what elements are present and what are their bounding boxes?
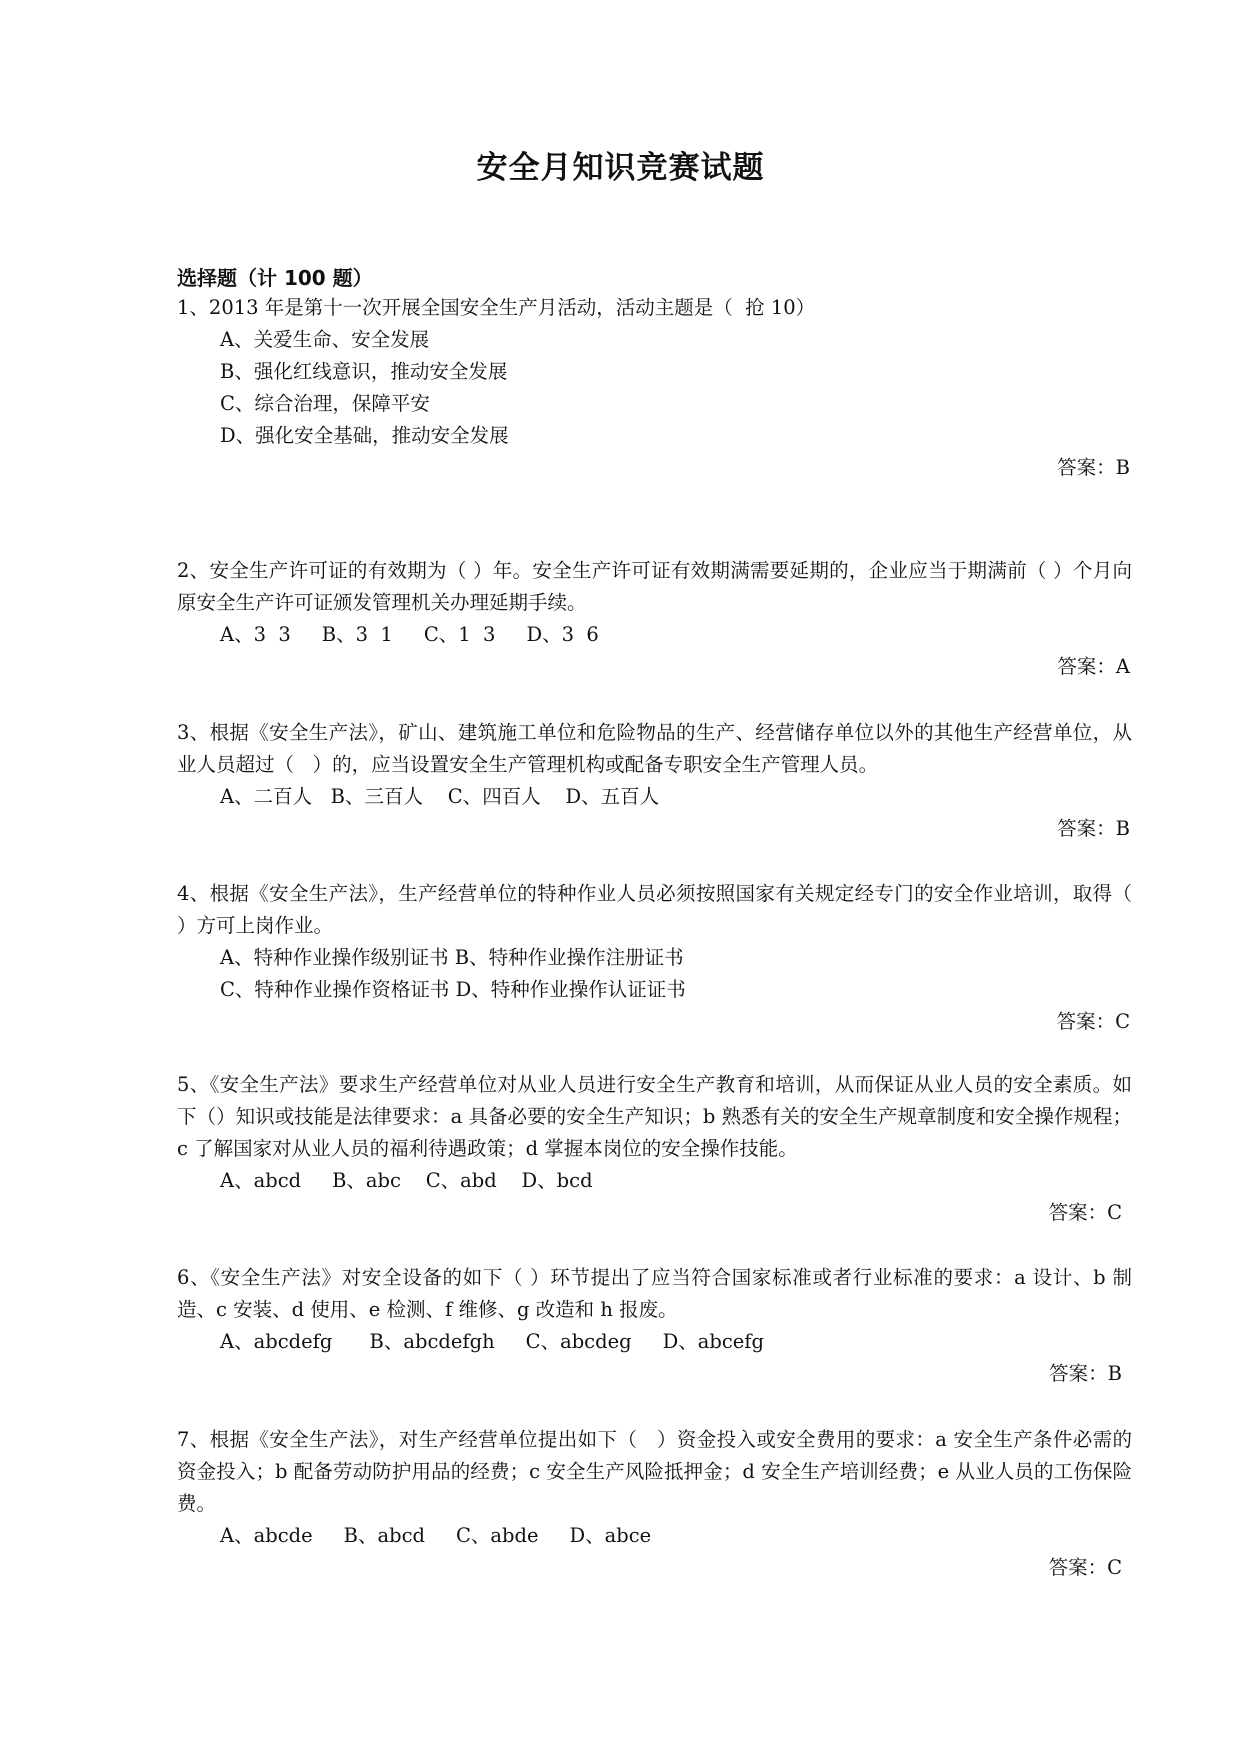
question-3 (177, 717, 1132, 845)
question-stem: 6、《安全生产法》对安全设备的如下（ ）环节提出了应当符合国家标准或者行业标准的要求：a 设计、b 制造、c 安装、d 使用、e 检测、f 维修、g 改造和 h 报废。 (177, 1266, 1132, 1321)
question-stem: 2、安全生产许可证的有效期为（ ）年。安全生产许可证有效期满需要延期的，企业应当于期满前（ ）个月向原安全生产许可证颁发管理机关办理延期手续。 (177, 559, 1132, 614)
question-6 (177, 1262, 1132, 1390)
option-line: A、二百人 B、三百人 C、四百人 D、五百人 (220, 785, 660, 808)
question-5 (177, 1069, 1132, 1229)
question-2 (177, 555, 1132, 683)
option-line: A、关爱生命、安全发展 (220, 328, 430, 351)
answer-text: 答案：A (1057, 655, 1130, 678)
question-4 (177, 878, 1151, 1038)
document-title: 安全月知识竞赛试题 (476, 150, 765, 186)
answer-text: 答案：C (1056, 1010, 1130, 1033)
option-line: A、特种作业操作级别证书 B、特种作业操作注册证书 (220, 946, 684, 969)
answer-text: 答案：C (1048, 1556, 1122, 1579)
option-line: C、特种作业操作资格证书 D、特种作业操作认证证书 (220, 978, 686, 1001)
question-stem: 7、根据《安全生产法》，对生产经营单位提出如下（ ）资金投入或安全费用的要求：a 安全生产条件必需的资金投入；b 配备劳动防护用品的经费；c 安全生产风险抵押金；d 安全生产培训经费；e 从业人员的工伤保险费。 (177, 1428, 1132, 1515)
question-stem: 1、2013 年是第十一次开展全国安全生产月活动，活动主题是（ 抢 10） (177, 296, 816, 319)
option-line: A、3 3 B、3 1 C、1 3 D、3 6 (220, 623, 599, 646)
question-1 (177, 292, 1132, 484)
option-line: C、综合治理，保障平安 (220, 392, 430, 415)
answer-text: 答案：B (1057, 817, 1130, 840)
section-heading: 选择题（计 100 题） (177, 266, 373, 290)
question-7 (177, 1424, 1132, 1584)
question-stem: 4、根据《安全生产法》，生产经营单位的特种作业人员必须按照国家有关规定经专门的安全作业培训，取得（ ）方可上岗作业。 (177, 882, 1151, 937)
option-line: A、abcde B、abcd C、abde D、abce (220, 1524, 652, 1547)
answer-text: 答案：B (1049, 1362, 1122, 1385)
question-stem: 5、《安全生产法》要求生产经营单位对从业人员进行安全生产教育和培训，从而保证从业人员的安全素质。如下（）知识或技能是法律要求：a 具备必要的安全生产知识；b 熟悉有关的安全生产规章制度和安全操作规程；c 了解国家对从业人员的福利待遇政策；d 掌握本岗位的安全操作技能。 (177, 1073, 1132, 1160)
answer-text: 答案：B (1057, 456, 1130, 479)
answer-text: 答案：C (1048, 1201, 1122, 1224)
option-line: B、强化红线意识，推动安全发展 (220, 360, 508, 383)
option-line: A、abcd B、abc C、abd D、bcd (220, 1169, 593, 1192)
question-stem: 3、根据《安全生产法》，矿山、建筑施工单位和危险物品的生产、经营储存单位以外的其他生产经营单位，从业人员超过（ ）的，应当设置安全生产管理机构或配备专职安全生产管理人员。 (177, 721, 1132, 776)
option-line: D、强化安全基础，推动安全发展 (220, 424, 509, 447)
option-line: A、abcdefg B、abcdefgh C、abcdeg D、abcefg (220, 1330, 765, 1353)
